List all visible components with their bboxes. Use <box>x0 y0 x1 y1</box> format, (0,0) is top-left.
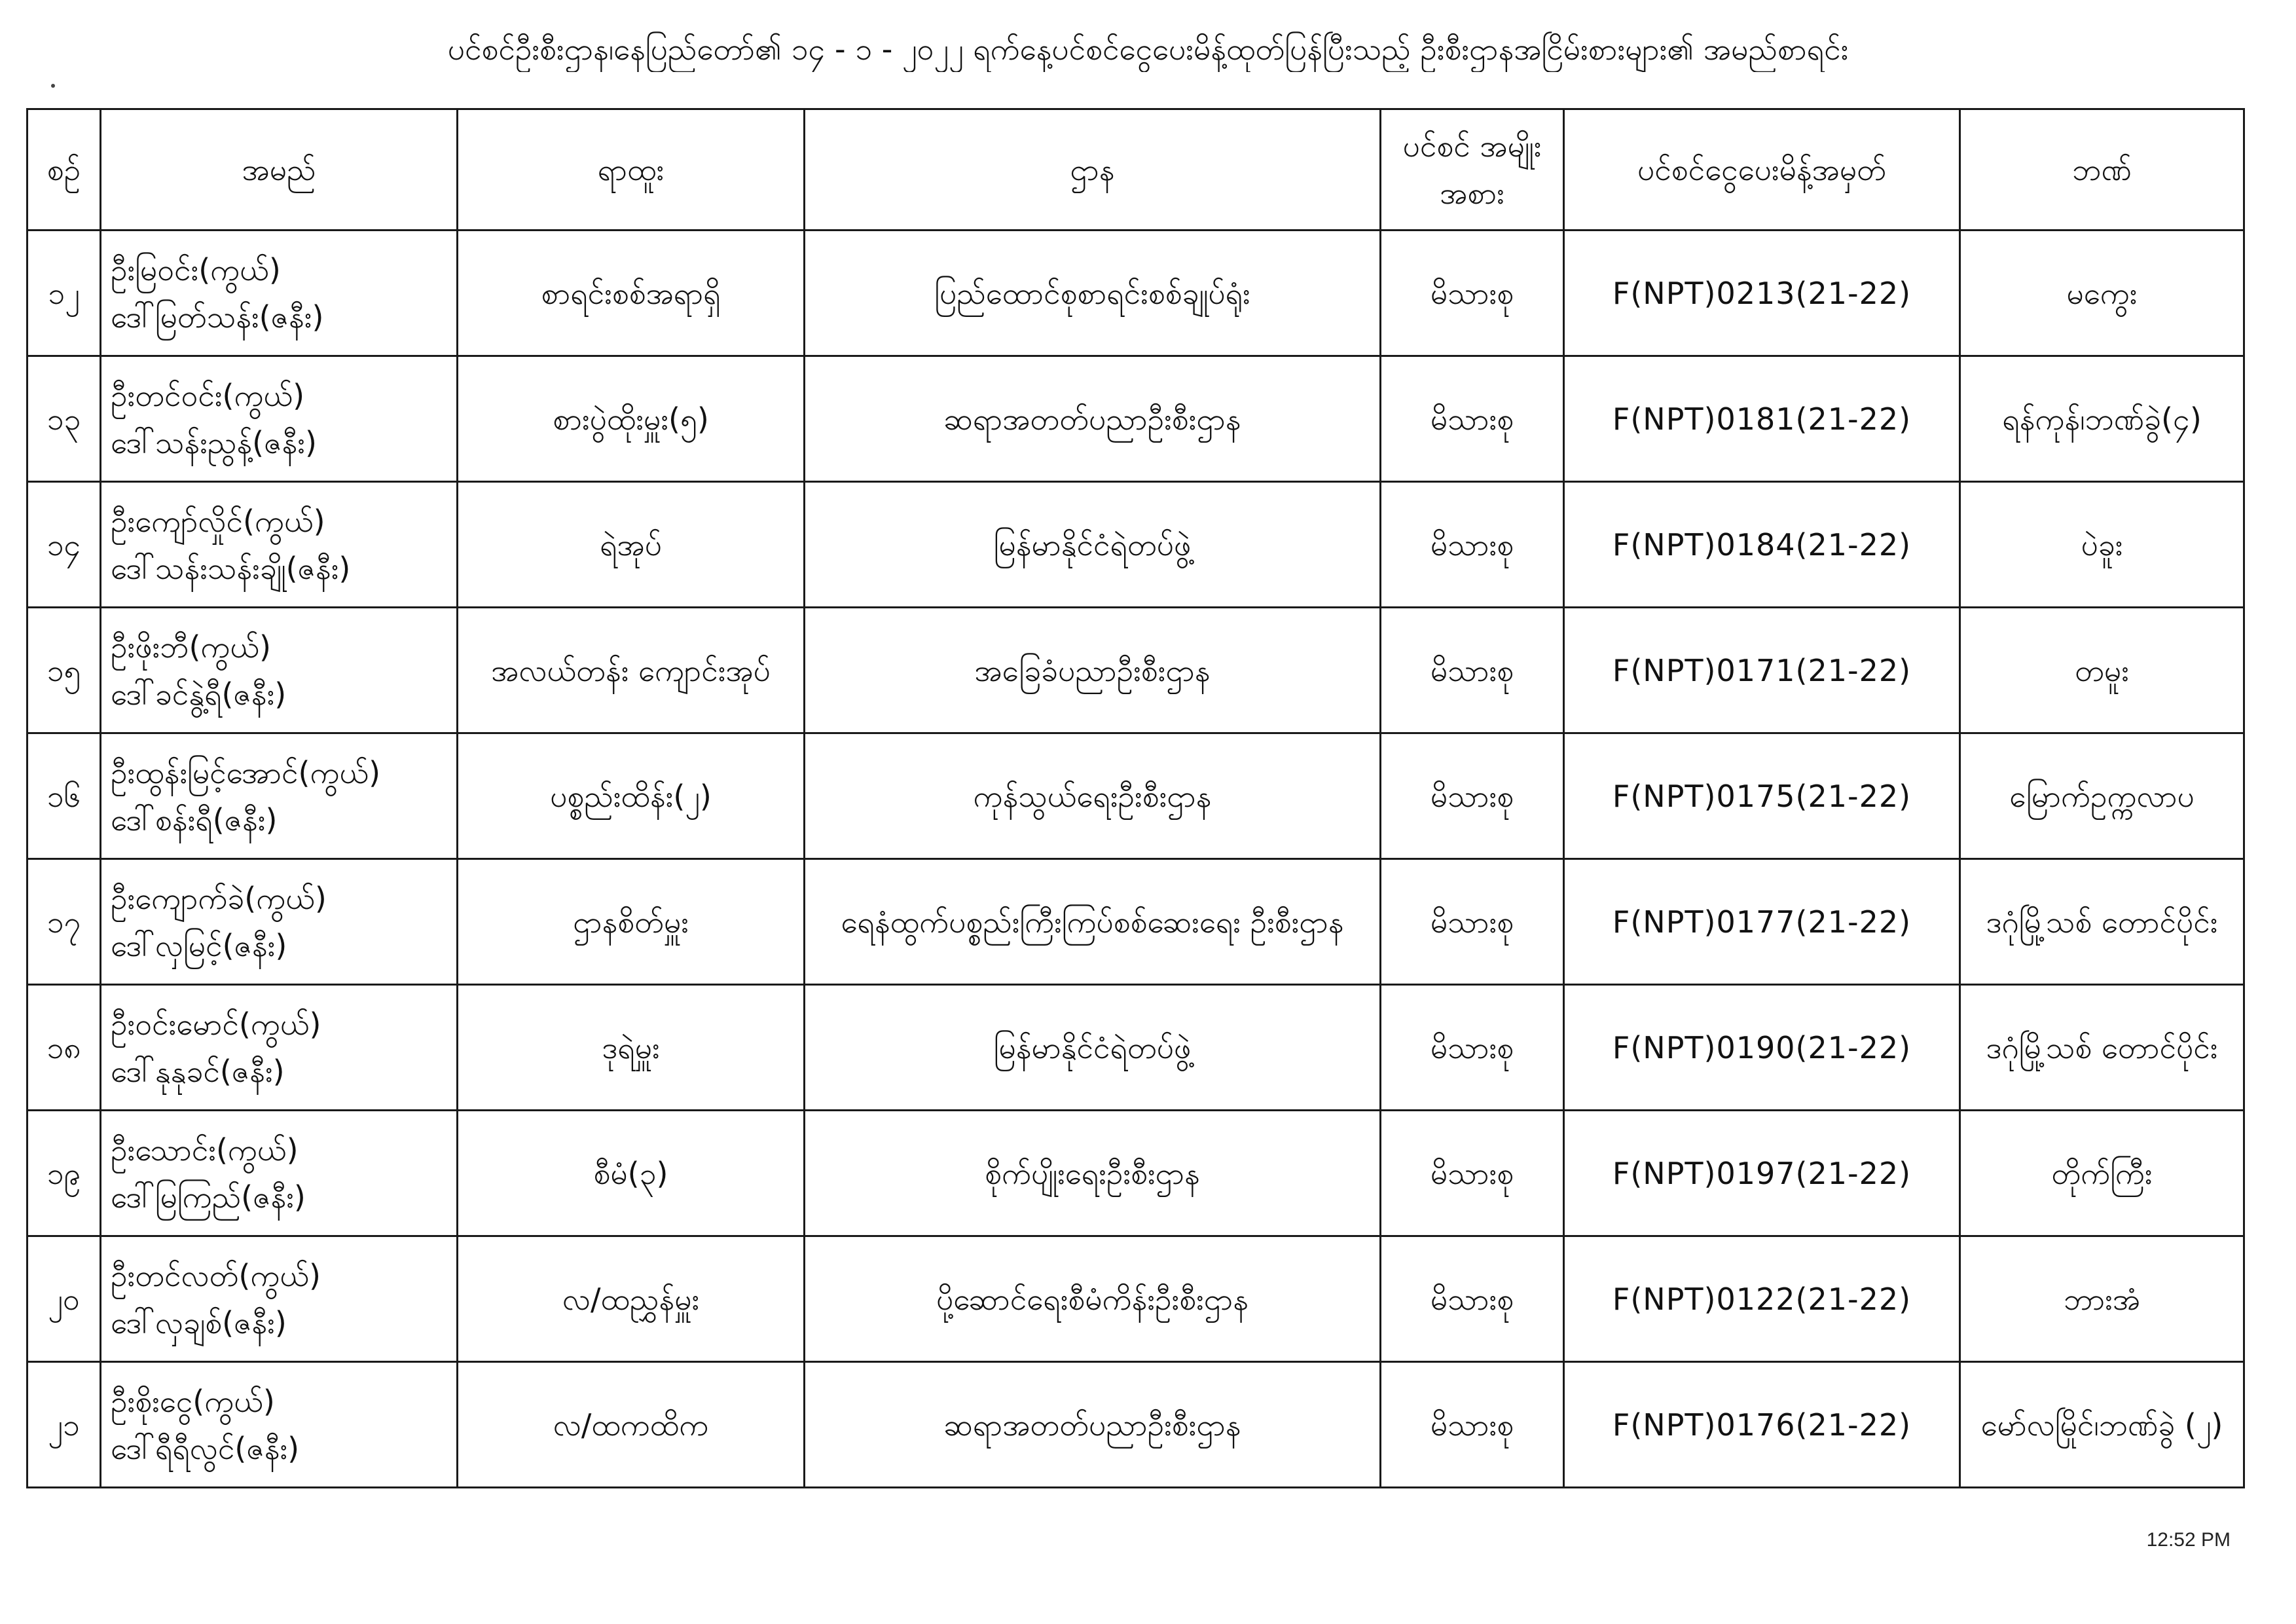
col-header-rank: ရာထူး <box>458 109 805 231</box>
deceased-name: ဦးစိုးငွေ(ကွယ်) <box>111 1383 275 1419</box>
scan-speck <box>51 84 55 88</box>
spouse-name: ဒေါ်နုနုခင်(ဇနီး) <box>111 1053 285 1089</box>
cell-no: ၁၃ <box>27 356 101 482</box>
cell-department: ပို့ဆောင်ရေးစီမံကိန်းဦးစီးဌာန <box>805 1236 1381 1362</box>
deceased-name: ဦးမြဝင်း(ကွယ်) <box>111 251 281 287</box>
cell-rank: ဒုရဲမှူး <box>458 985 805 1111</box>
cell-rank: အလယ်တန်း ကျောင်းအုပ် <box>458 608 805 733</box>
cell-name <box>101 733 458 859</box>
cell-order-no: F(NPT)0184(21-22) <box>1564 482 1960 608</box>
cell-order-no: F(NPT)0171(21-22) <box>1564 608 1960 733</box>
cell-pension-type: မိသားစု <box>1381 985 1564 1111</box>
spouse-name: ဒေါ်မြကြည်(ဇနီး) <box>111 1179 306 1215</box>
cell-department: အခြေခံပညာဦးစီးဌာန <box>805 608 1381 733</box>
col-header-name: အမည် <box>101 109 458 231</box>
cell-rank: ပစ္စည်းထိန်း(၂) <box>458 733 805 859</box>
deceased-name: ဦးတင်လတ်(ကွယ်) <box>111 1257 321 1293</box>
spouse-name: ဒေါ်စန်းရီ(ဇနီး) <box>111 802 278 838</box>
cell-pension-type: မိသားစု <box>1381 733 1564 859</box>
cell-name <box>101 1362 458 1488</box>
cell-rank: ဌာနစိတ်မှူး <box>458 859 805 985</box>
cell-name <box>101 985 458 1111</box>
cell-pension-type: မိသားစု <box>1381 608 1564 733</box>
cell-pension-type: မိသားစု <box>1381 1236 1564 1362</box>
cell-order-no: F(NPT)0181(21-22) <box>1564 356 1960 482</box>
cell-order-no: F(NPT)0190(21-22) <box>1564 985 1960 1111</box>
table-row <box>27 356 2244 482</box>
cell-bank: တမူး <box>1960 608 2244 733</box>
table-row <box>27 1362 2244 1488</box>
cell-rank: စာရင်းစစ်အရာရှိ <box>458 231 805 356</box>
cell-bank: တိုက်ကြီး <box>1960 1111 2244 1236</box>
spouse-name: ဒေါ်မြတ်သန်း(ဇနီး) <box>111 299 324 335</box>
cell-department: ဆရာအတတ်ပညာဦးစီးဌာန <box>805 356 1381 482</box>
spouse-name: ဒေါ်ခင်နွဲ့ရီ(ဇနီး) <box>111 676 287 712</box>
cell-rank: ရဲအုပ် <box>458 482 805 608</box>
cell-no: ၁၇ <box>27 859 101 985</box>
cell-bank: ရန်ကုန်၊ဘဏ်ခွဲ(၄) <box>1960 356 2244 482</box>
cell-department: ရေနံထွက်ပစ္စည်းကြီးကြပ်စစ်ဆေးရေး ဦးစီးဌာန <box>805 859 1381 985</box>
cell-pension-type: မိသားစု <box>1381 859 1564 985</box>
table-row <box>27 608 2244 733</box>
col-header-department: ဌာန <box>805 109 1381 231</box>
cell-order-no: F(NPT)0197(21-22) <box>1564 1111 1960 1236</box>
spouse-name: ဒေါ်သန်းသန်းချို(ဇနီး) <box>111 550 351 586</box>
cell-department: စိုက်ပျိုးရေးဦးစီးဌာန <box>805 1111 1381 1236</box>
cell-no: ၁၈ <box>27 985 101 1111</box>
cell-name <box>101 1111 458 1236</box>
col-header-no: စဉ် <box>27 109 101 231</box>
cell-no: ၁၂ <box>27 231 101 356</box>
cell-order-no: F(NPT)0122(21-22) <box>1564 1236 1960 1362</box>
cell-bank: မြောက်ဥက္ကလာပ <box>1960 733 2244 859</box>
col-header-order-no: ပင်စင်ငွေပေးမိန့်အမှတ် <box>1564 109 1960 231</box>
cell-name <box>101 231 458 356</box>
table-row <box>27 231 2244 356</box>
cell-rank: စားပွဲထိုးမှူး(၅) <box>458 356 805 482</box>
table-row <box>27 733 2244 859</box>
cell-name <box>101 356 458 482</box>
cell-pension-type: မိသားစု <box>1381 1111 1564 1236</box>
table-row <box>27 482 2244 608</box>
deceased-name: ဦးဖိုးဘီ(ကွယ်) <box>111 629 272 665</box>
cell-pension-type: မိသားစု <box>1381 482 1564 608</box>
cell-bank: ဒဂုံမြို့သစ် တောင်ပိုင်း <box>1960 859 2244 985</box>
deceased-name: ဦးထွန်းမြင့်အောင်(ကွယ်) <box>111 754 381 790</box>
deceased-name: ဦးသောင်း(ကွယ်) <box>111 1132 299 1168</box>
cell-no: ၂၁ <box>27 1362 101 1488</box>
scan-timestamp: 12:52 PM <box>2146 1529 2231 1551</box>
cell-name <box>101 608 458 733</box>
cell-name <box>101 859 458 985</box>
deceased-name: ဦးကျော်လှိုင်(ကွယ်) <box>111 503 325 539</box>
cell-rank: လ/ထကထိက <box>458 1362 805 1488</box>
cell-order-no: F(NPT)0176(21-22) <box>1564 1362 1960 1488</box>
cell-pension-type: မိသားစု <box>1381 1362 1564 1488</box>
cell-order-no: F(NPT)0177(21-22) <box>1564 859 1960 985</box>
spouse-name: ဒေါ်သန်းညွန့်(ဇနီး) <box>111 424 317 460</box>
deceased-name: ဦးကျောက်ခဲ(ကွယ်) <box>111 880 327 916</box>
cell-no: ၁၄ <box>27 482 101 608</box>
cell-bank: ဒဂုံမြို့သစ် တောင်ပိုင်း <box>1960 985 2244 1111</box>
table-row <box>27 1236 2244 1362</box>
page-title: ပင်စင်ဦးစီးဌာန၊နေပြည်တော်၏ ၁၄ - ၁ - ၂၀၂၂ ရက်နေ့ပင်စင်ငွေပေးမိန့်ထုတ်ပြန်ပြီးသည့် ဦးစီးဌာနအငြိမ်းစားများ၏ အမည်စာရင်း <box>447 31 1849 67</box>
cell-department: မြန်မာနိုင်ငံရဲတပ်ဖွဲ့ <box>805 985 1381 1111</box>
cell-bank: မကွေး <box>1960 231 2244 356</box>
deceased-name: ဦးတင်ဝင်း(ကွယ်) <box>111 377 305 413</box>
header-row <box>27 109 2244 231</box>
col-header-pension-type: ပင်စင် အမျိုးအစား <box>1381 109 1564 231</box>
table-row <box>27 985 2244 1111</box>
cell-name <box>101 1236 458 1362</box>
table-row <box>27 1111 2244 1236</box>
cell-rank: လ/ထညွှန်မှူး <box>458 1236 805 1362</box>
col-header-bank: ဘဏ် <box>1960 109 2244 231</box>
cell-department: ကုန်သွယ်ရေးဦးစီးဌာန <box>805 733 1381 859</box>
cell-no: ၁၅ <box>27 608 101 733</box>
spouse-name: ဒေါ်လှမြင့်(ဇနီး) <box>111 927 287 963</box>
cell-pension-type: မိသားစု <box>1381 356 1564 482</box>
cell-no: ၁၉ <box>27 1111 101 1236</box>
cell-department: ဆရာအတတ်ပညာဦးစီးဌာန <box>805 1362 1381 1488</box>
cell-order-no: F(NPT)0213(21-22) <box>1564 231 1960 356</box>
spouse-name: ဒေါ်လှချစ်(ဇနီး) <box>111 1304 287 1340</box>
cell-department: မြန်မာနိုင်ငံရဲတပ်ဖွဲ့ <box>805 482 1381 608</box>
cell-pension-type: မိသားစု <box>1381 231 1564 356</box>
pension-roster-table <box>26 108 2245 1488</box>
deceased-name: ဦးဝင်းမောင်(ကွယ်) <box>111 1006 321 1042</box>
cell-name <box>101 482 458 608</box>
cell-no: ၂၀ <box>27 1236 101 1362</box>
cell-rank: စီမံ(၃) <box>458 1111 805 1236</box>
table-row <box>27 859 2244 985</box>
cell-bank: ဘားအံ <box>1960 1236 2244 1362</box>
cell-bank: မော်လမြိုင်၊ဘဏ်ခွဲ (၂) <box>1960 1362 2244 1488</box>
cell-bank: ပဲခူး <box>1960 482 2244 608</box>
spouse-name: ဒေါ်ရီရီလွင်(ဇနီး) <box>111 1430 300 1466</box>
cell-department: ပြည်ထောင်စုစာရင်းစစ်ချုပ်ရုံး <box>805 231 1381 356</box>
cell-order-no: F(NPT)0175(21-22) <box>1564 733 1960 859</box>
cell-no: ၁၆ <box>27 733 101 859</box>
